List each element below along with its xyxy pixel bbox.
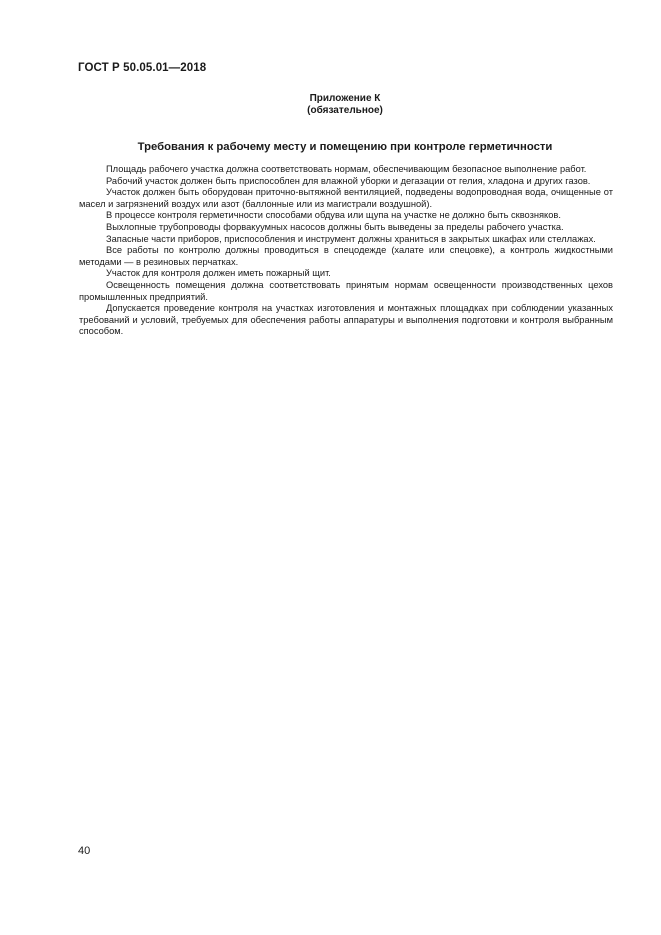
page-number: 40 <box>78 845 91 857</box>
paragraph: Допускается проведение контроля на участках изготовления и монтажных площадках при соблюдении указанных требований и условий, требуемых для обеспечения работы аппаратуры и выполнения подготовки и контроля выбранным способом. <box>79 303 613 337</box>
paragraph: Участок для контроля должен иметь пожарный щит. <box>106 268 331 279</box>
paragraph: Все работы по контролю должны проводиться в спецодежде (халате или спецовке), а контроль жидкостными методами — в резиновых перчатках. <box>79 245 613 267</box>
paragraph: В процессе контроля герметичности способами обдува или щупа на участке не должно быть сквозняков. <box>106 210 561 221</box>
paragraph: Выхлопные трубопроводы форвакуумных насосов должны быть выведены за пределы рабочего участка. <box>106 221 564 232</box>
document-code: ГОСТ Р 50.05.01—2018 <box>78 62 207 74</box>
annex-status: (обязательное) <box>307 105 383 116</box>
paragraph: Участок должен быть оборудован приточно-вытяжной вентиляцией, подведены водопроводная вода, очищенные от масел и загрязнений воздух или азот (баллонные или из магистрали воздушной). <box>79 187 613 209</box>
paragraph: Площадь рабочего участка должна соответствовать нормам, обеспечивающим безопасное выполнение работ. <box>106 164 587 174</box>
paragraph: Запасные части приборов, приспособления и инструмент должны храниться в закрытых шкафах или стеллажах. <box>106 233 596 244</box>
paragraph: Освещенность помещения должна соответствовать принятым нормам освещенности производственных цехов промышленных предприятий. <box>79 279 613 302</box>
annex-label: Приложение К <box>309 93 381 104</box>
annex-body <box>79 164 613 338</box>
annex-heading <box>78 93 612 117</box>
paragraph: Рабочий участок должен быть приспособлен для влажной уборки и дегазации от гелия, хладона и других газов. <box>106 175 591 186</box>
annex-title: Требования к рабочему месту и помещению при контроле герметичности <box>137 141 553 153</box>
